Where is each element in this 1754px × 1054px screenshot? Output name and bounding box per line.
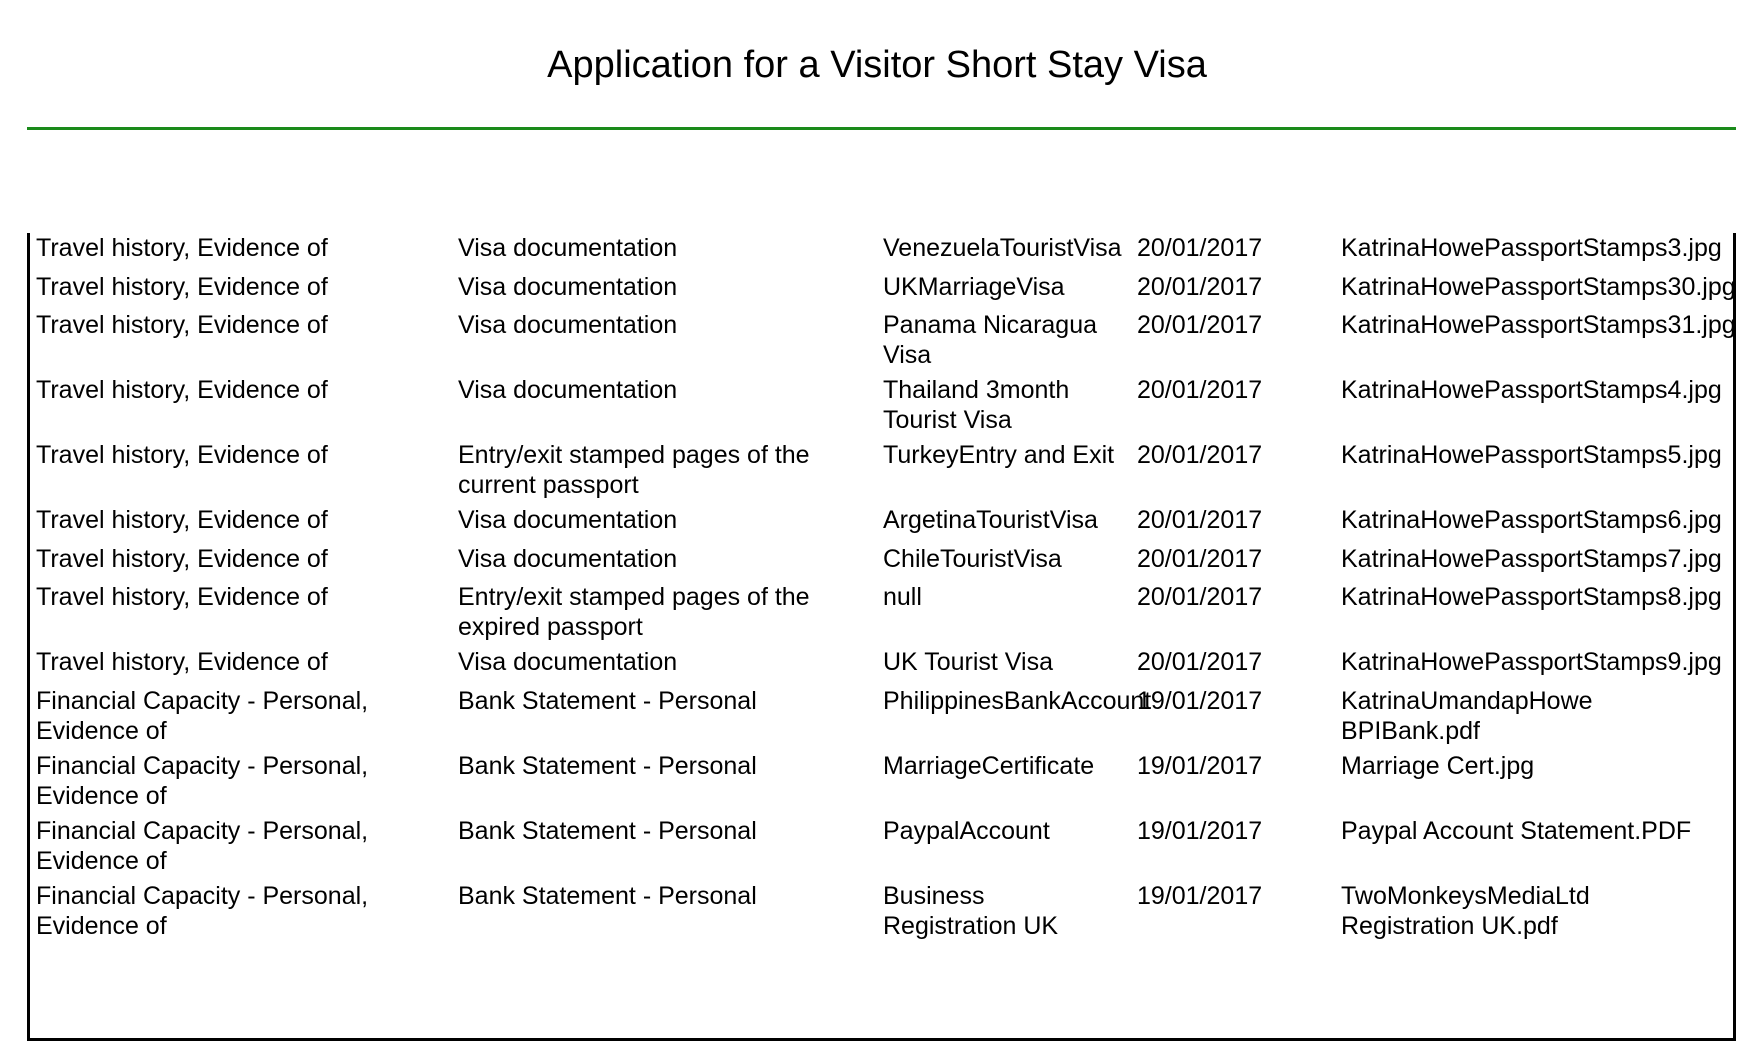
file-name-cell: KatrinaHowePassportStamps30.jpg (1341, 272, 1736, 301)
description-cell: VenezuelaTouristVisa (883, 234, 1122, 262)
category-cell: Travel history, Evidence of (36, 441, 328, 469)
file-name-cell: KatrinaHowePassportStamps9.jpg (1341, 648, 1722, 676)
date-cell: 20/01/2017 (1137, 234, 1263, 262)
category-cell: Travel history, Evidence of (36, 583, 328, 611)
description-cell: TurkeyEntry and Exit (883, 441, 1115, 469)
date-cell: 20/01/2017 (1137, 648, 1263, 676)
category-cell: Travel history, Evidence of (36, 272, 328, 301)
document-type-cell: Visa documentation (458, 311, 678, 339)
document-type-cell: Bank Statement - Personal (458, 881, 757, 910)
category-cell: Travel history, Evidence of (36, 544, 328, 573)
file-name-cell: KatrinaHowePassportStamps6.jpg (1341, 506, 1722, 534)
file-name-cell: TwoMonkeysMediaLtd Registration UK.pdf (1341, 881, 1590, 940)
file-name-cell: KatrinaHowePassportStamps31.jpg (1341, 311, 1736, 339)
date-cell: 20/01/2017 (1137, 506, 1263, 534)
table-row (30, 816, 1754, 881)
date-cell: 20/01/2017 (1137, 544, 1263, 573)
description-cell: UK Tourist Visa (883, 648, 1053, 676)
table-row (30, 751, 1754, 816)
category-cell: Financial Capacity - Personal, Evidence of (36, 751, 369, 810)
table-row (30, 881, 1754, 946)
date-cell: 19/01/2017 (1137, 816, 1263, 845)
category-cell: Travel history, Evidence of (36, 311, 328, 339)
category-cell: Financial Capacity - Personal, Evidence of (36, 816, 369, 875)
description-cell: PaypalAccount (883, 816, 1050, 845)
table-row (30, 310, 1754, 375)
date-cell: 20/01/2017 (1137, 376, 1263, 404)
table-row (30, 375, 1754, 440)
date-cell: 20/01/2017 (1137, 441, 1263, 469)
document-type-cell: Visa documentation (458, 272, 678, 301)
description-cell: ChileTouristVisa (883, 544, 1062, 573)
description-cell: ArgetinaTouristVisa (883, 506, 1098, 534)
document-type-cell: Visa documentation (458, 648, 678, 676)
date-cell: 19/01/2017 (1137, 751, 1263, 780)
documents-table (30, 233, 1754, 946)
category-cell: Travel history, Evidence of (36, 234, 328, 262)
table-row (30, 582, 1754, 647)
description-cell: MarriageCertificate (883, 751, 1095, 780)
table-row (30, 647, 1754, 686)
table-row (30, 440, 1754, 505)
description-cell: Thailand 3month Tourist Visa (883, 376, 1070, 434)
date-cell: 20/01/2017 (1137, 272, 1263, 301)
document-type-cell: Visa documentation (458, 376, 678, 404)
category-cell: Travel history, Evidence of (36, 648, 328, 676)
table-row (30, 233, 1754, 272)
file-name-cell: KatrinaHowePassportStamps3.jpg (1341, 234, 1722, 262)
file-name-cell: KatrinaHowePassportStamps8.jpg (1341, 583, 1722, 611)
description-cell: Business Registration UK (883, 881, 1059, 940)
file-name-cell: KatrinaUmandapHowe BPIBank.pdf (1341, 686, 1593, 745)
table-row (30, 686, 1754, 751)
category-cell: Travel history, Evidence of (36, 506, 328, 534)
document-type-cell: Visa documentation (458, 544, 678, 573)
description-cell: PhilippinesBankAccount (883, 686, 1152, 715)
table-row (30, 544, 1754, 583)
table-row (30, 505, 1754, 544)
description-cell: null (883, 583, 922, 611)
description-cell: Panama Nicaragua Visa (883, 311, 1098, 369)
category-cell: Travel history, Evidence of (36, 376, 328, 404)
file-name-cell: KatrinaHowePassportStamps4.jpg (1341, 376, 1722, 404)
date-cell: 20/01/2017 (1137, 583, 1263, 611)
document-type-cell: Bank Statement - Personal (458, 816, 757, 845)
description-cell: UKMarriageVisa (883, 272, 1065, 301)
file-name-cell: KatrinaHowePassportStamps7.jpg (1341, 544, 1722, 573)
category-cell: Financial Capacity - Personal, Evidence of (36, 686, 369, 745)
document-type-cell: Visa documentation (458, 234, 678, 262)
file-name-cell: Paypal Account Statement.PDF (1341, 816, 1692, 845)
document-type-cell: Entry/exit stamped pages of the expired passport (458, 583, 810, 641)
document-type-cell: Bank Statement - Personal (458, 686, 757, 715)
document-type-cell: Entry/exit stamped pages of the current passport (458, 441, 810, 499)
documents-table-body (30, 233, 1754, 946)
date-cell: 19/01/2017 (1137, 881, 1263, 910)
date-cell: 19/01/2017 (1137, 686, 1263, 715)
category-cell: Financial Capacity - Personal, Evidence of (36, 881, 369, 940)
title-divider (27, 127, 1736, 130)
file-name-cell: Marriage Cert.jpg (1341, 751, 1535, 780)
page-title: Application for a Visitor Short Stay Visa (547, 44, 1207, 86)
date-cell: 20/01/2017 (1137, 311, 1263, 339)
table-row (30, 272, 1754, 311)
document-type-cell: Visa documentation (458, 506, 678, 534)
document-type-cell: Bank Statement - Personal (458, 751, 757, 780)
file-name-cell: KatrinaHowePassportStamps5.jpg (1341, 441, 1722, 469)
